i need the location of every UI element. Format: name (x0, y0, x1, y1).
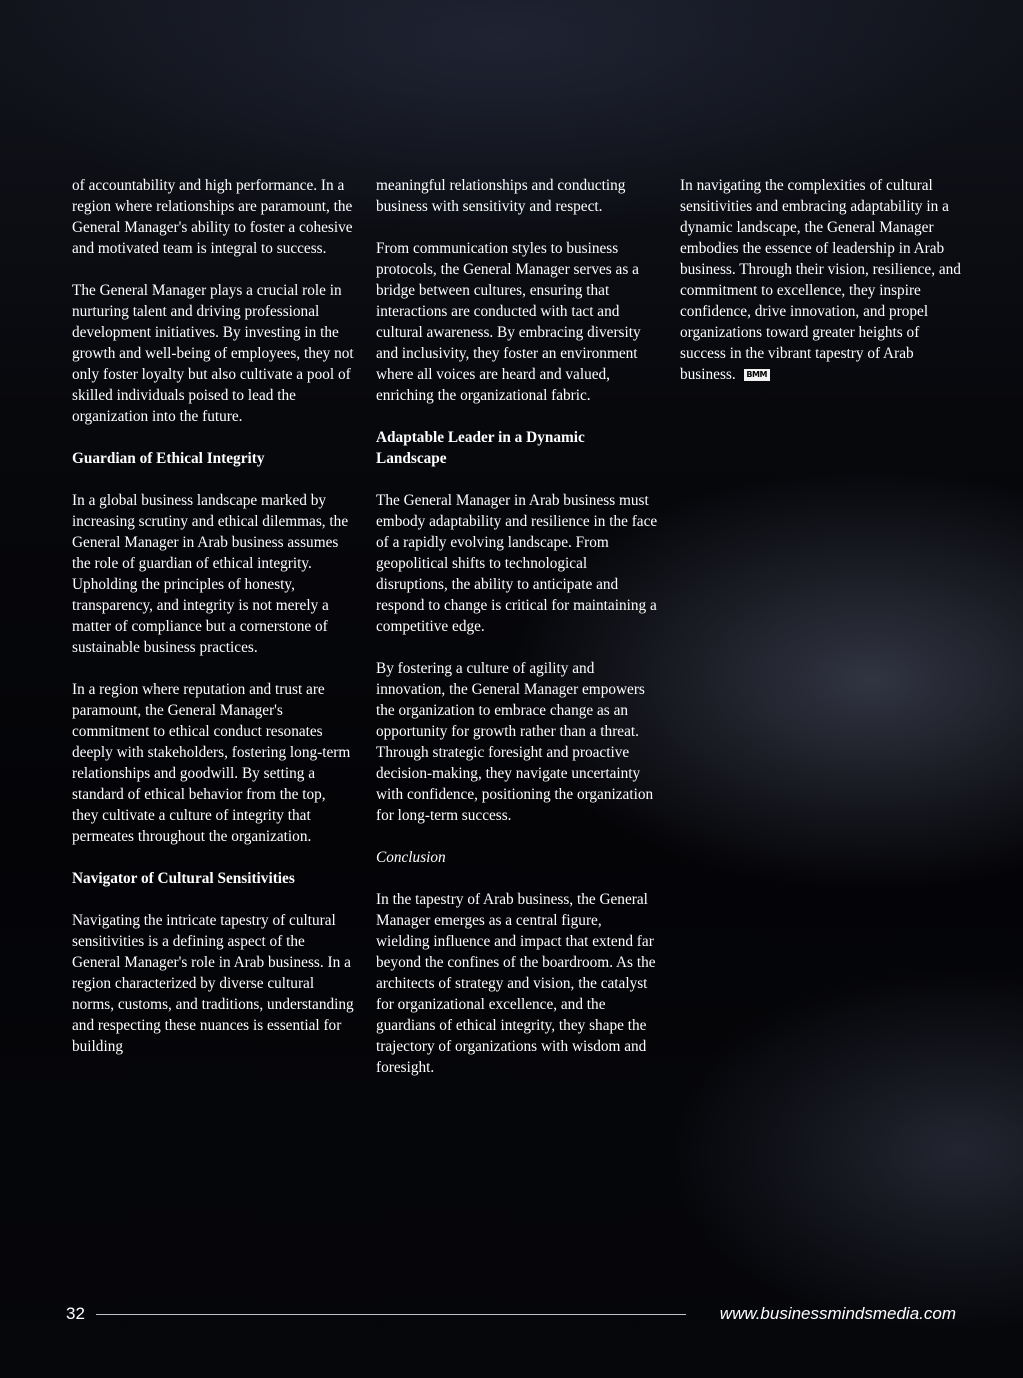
body-paragraph: meaningful relationships and conducting business with sensitivity and respect. (376, 177, 626, 215)
closing-paragraph (680, 175, 965, 385)
body-paragraph: In a global business landscape marked by increasing scrutiny and ethical dilemmas, the General Manager in Arab business assumes the role of guardian of ethical integrity. Upholding the principles of honesty, transparency, and integrity is not merely a matter of compliance but a cornerstone of sustainable business practices. (72, 492, 349, 656)
section-heading: Guardian of Ethical Integrity (72, 450, 265, 467)
closing-text: In navigating the complexities of cultural sensitivities and embracing adaptability in a dynamic landscape, the General Manager embodies the essence of leadership in Arab business. Through their vision, resilience, and commitment to excellence, they inspire confidence, drive innovation, and propel organizations toward greater heights of success in the vibrant tapestry of Arab business. (680, 177, 961, 383)
article-column-2 (376, 175, 658, 1099)
body-paragraph: From communication styles to business protocols, the General Manager serves as a bridge between cultures, ensuring that interactions are conducted with tact and cultural awareness. By embracing diversity and inclusivity, they foster an environment where all voices are heard and valued, enriching the organizational fabric. (376, 240, 641, 404)
article-column-3 (680, 175, 965, 406)
body-paragraph: The General Manager plays a crucial role in nurturing talent and driving professional development initiatives. By investing in the growth and well-being of employees, they not only foster loyalty but also cultivate a pool of skilled individuals poised to lead the organization into the future. (72, 282, 354, 425)
body-paragraph: In the tapestry of Arab business, the General Manager emerges as a central figure, wielding influence and impact that extend far beyond the confines of the boardroom. As the architects of strategy and vision, the catalyst for organizational excellence, and the guardians of ethical integrity, they shape the trajectory of organizations with wisdom and foresight. (376, 891, 656, 1076)
body-paragraph: The General Manager in Arab business must embody adaptability and resilience in the face of a rapidly evolving landscape. From geopolitical shifts to technological disruptions, the ability to anticipate and respond to change is critical for maintaining a competitive edge. (376, 492, 658, 635)
body-paragraph: Navigating the intricate tapestry of cultural sensitivities is a defining aspect of the General Manager's role in Arab business. In a region characterized by diverse cultural norms, customs, and traditions, understanding and respecting these nuances is essential for building (72, 912, 354, 1055)
bmm-end-mark-icon: BMM (744, 369, 770, 381)
page-number: 32 (66, 1304, 85, 1323)
article-column-1 (72, 175, 354, 1078)
website-link[interactable]: www.businessmindsmedia.com (719, 1304, 956, 1323)
conclusion-heading: Conclusion (376, 849, 446, 866)
body-paragraph: In a region where reputation and trust are paramount, the General Manager's commitment to ethical conduct resonates deeply with stakeholders, fostering long-term relationships and goodwill. By setting a standard of ethical behavior from the top, they cultivate a culture of integrity that permeates throughout the organization. (72, 681, 351, 845)
body-paragraph: of accountability and high performance. In a region where relationships are paramount, the General Manager's ability to foster a cohesive and motivated team is integral to success. (72, 177, 353, 257)
section-heading: Adaptable Leader in a Dynamic Landscape (376, 429, 585, 467)
footer-divider (96, 1314, 686, 1315)
page-footer (0, 1302, 1023, 1328)
body-paragraph: By fostering a culture of agility and innovation, the General Manager empowers the organization to embrace change as an opportunity for growth rather than a threat. Through strategic foresight and proactive decision-making, they navigate uncertainty with confidence, positioning the organization for long-term success. (376, 660, 654, 824)
section-heading: Navigator of Cultural Sensitivities (72, 870, 295, 887)
